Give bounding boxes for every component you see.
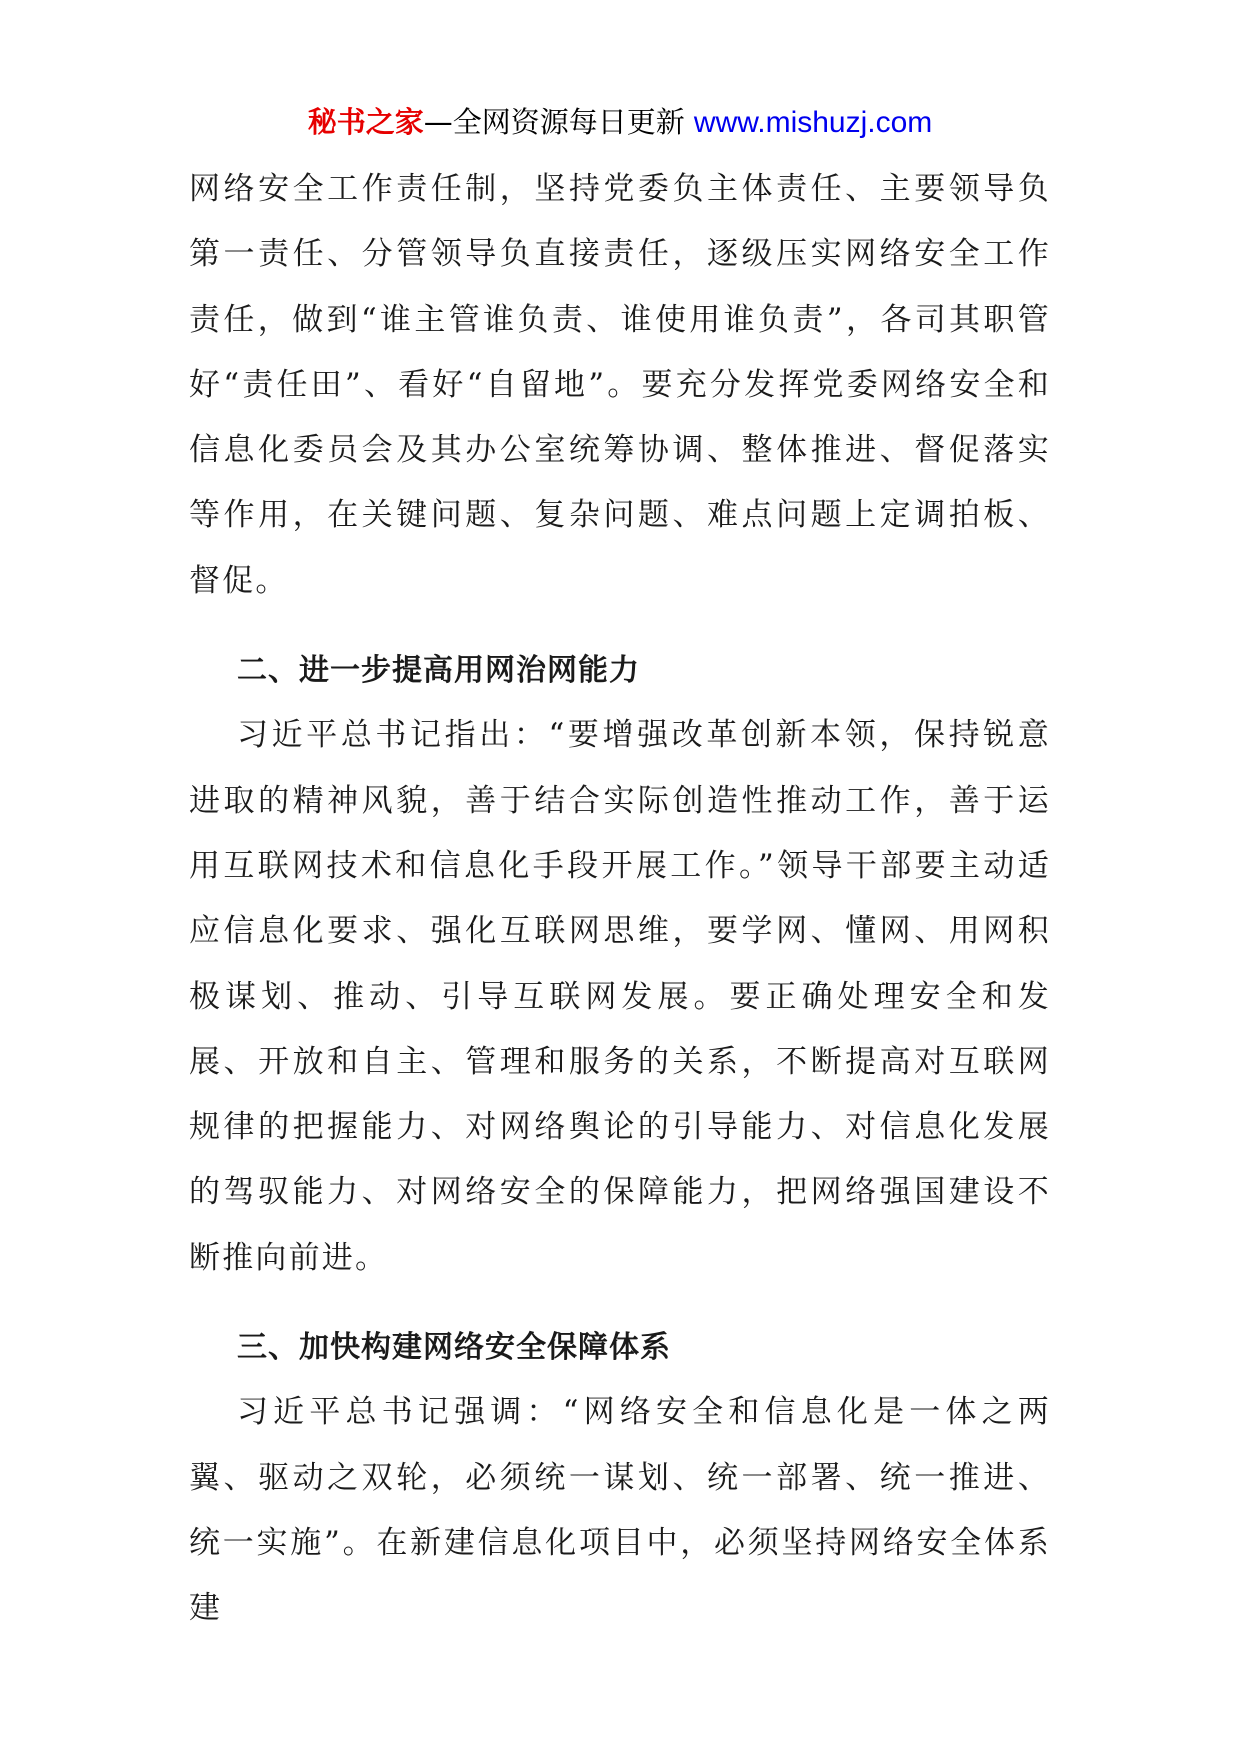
paragraph-section-3: 习近平总书记强调：“网络安全和信息化是一体之两翼、驱动之双轮，必须统一谋划、统一部署、统一推进、统一实施”。在新建信息化项目中，必须坚持网络安全体系建 — [189, 1394, 1051, 1627]
section-heading-2: 二、进一步提高用网治网能力 — [237, 653, 640, 689]
section-heading-3: 三、加快构建网络安全保障体系 — [237, 1330, 671, 1366]
document-body — [189, 157, 1051, 1642]
header-tagline: —全网资源每日更新 — [423, 105, 694, 139]
site-url-link[interactable]: www.mishuzj.com — [693, 106, 933, 139]
brand-name: 秘书之家 — [307, 105, 424, 139]
paragraph-continued: 网络安全工作责任制，坚持党委负主体责任、主要领导负第一责任、分管领导负直接责任，逐级压实网络安全工作责任，做到“谁主管谁负责、谁使用谁负责”，各司其职管好“责任田”、看好“自留地”。要充分发挥党委网络安全和信息化委员会及其办公室统筹协调、整体推进、督促落实等作用，在关键问题、复杂问题、难点问题上定调拍板、督促。 — [189, 171, 1051, 599]
paragraph-section-2: 习近平总书记指出：“要增强改革创新本领，保持锐意进取的精神风貌，善于结合实际创造性推动工作，善于运用互联网技术和信息化手段开展工作。”领导干部要主动适应信息化要求、强化互联网思维，要学网、懂网、用网积极谋划、推动、引导互联网发展。要正确处理安全和发展、开放和自主、管理和服务的关系，不断提高对互联网规律的把握能力、对网络舆论的引导能力、对信息化发展的驾驭能力、对网络安全的保障能力，把网络强国建设不断推向前进。 — [189, 717, 1051, 1276]
page-header — [0, 100, 1240, 145]
